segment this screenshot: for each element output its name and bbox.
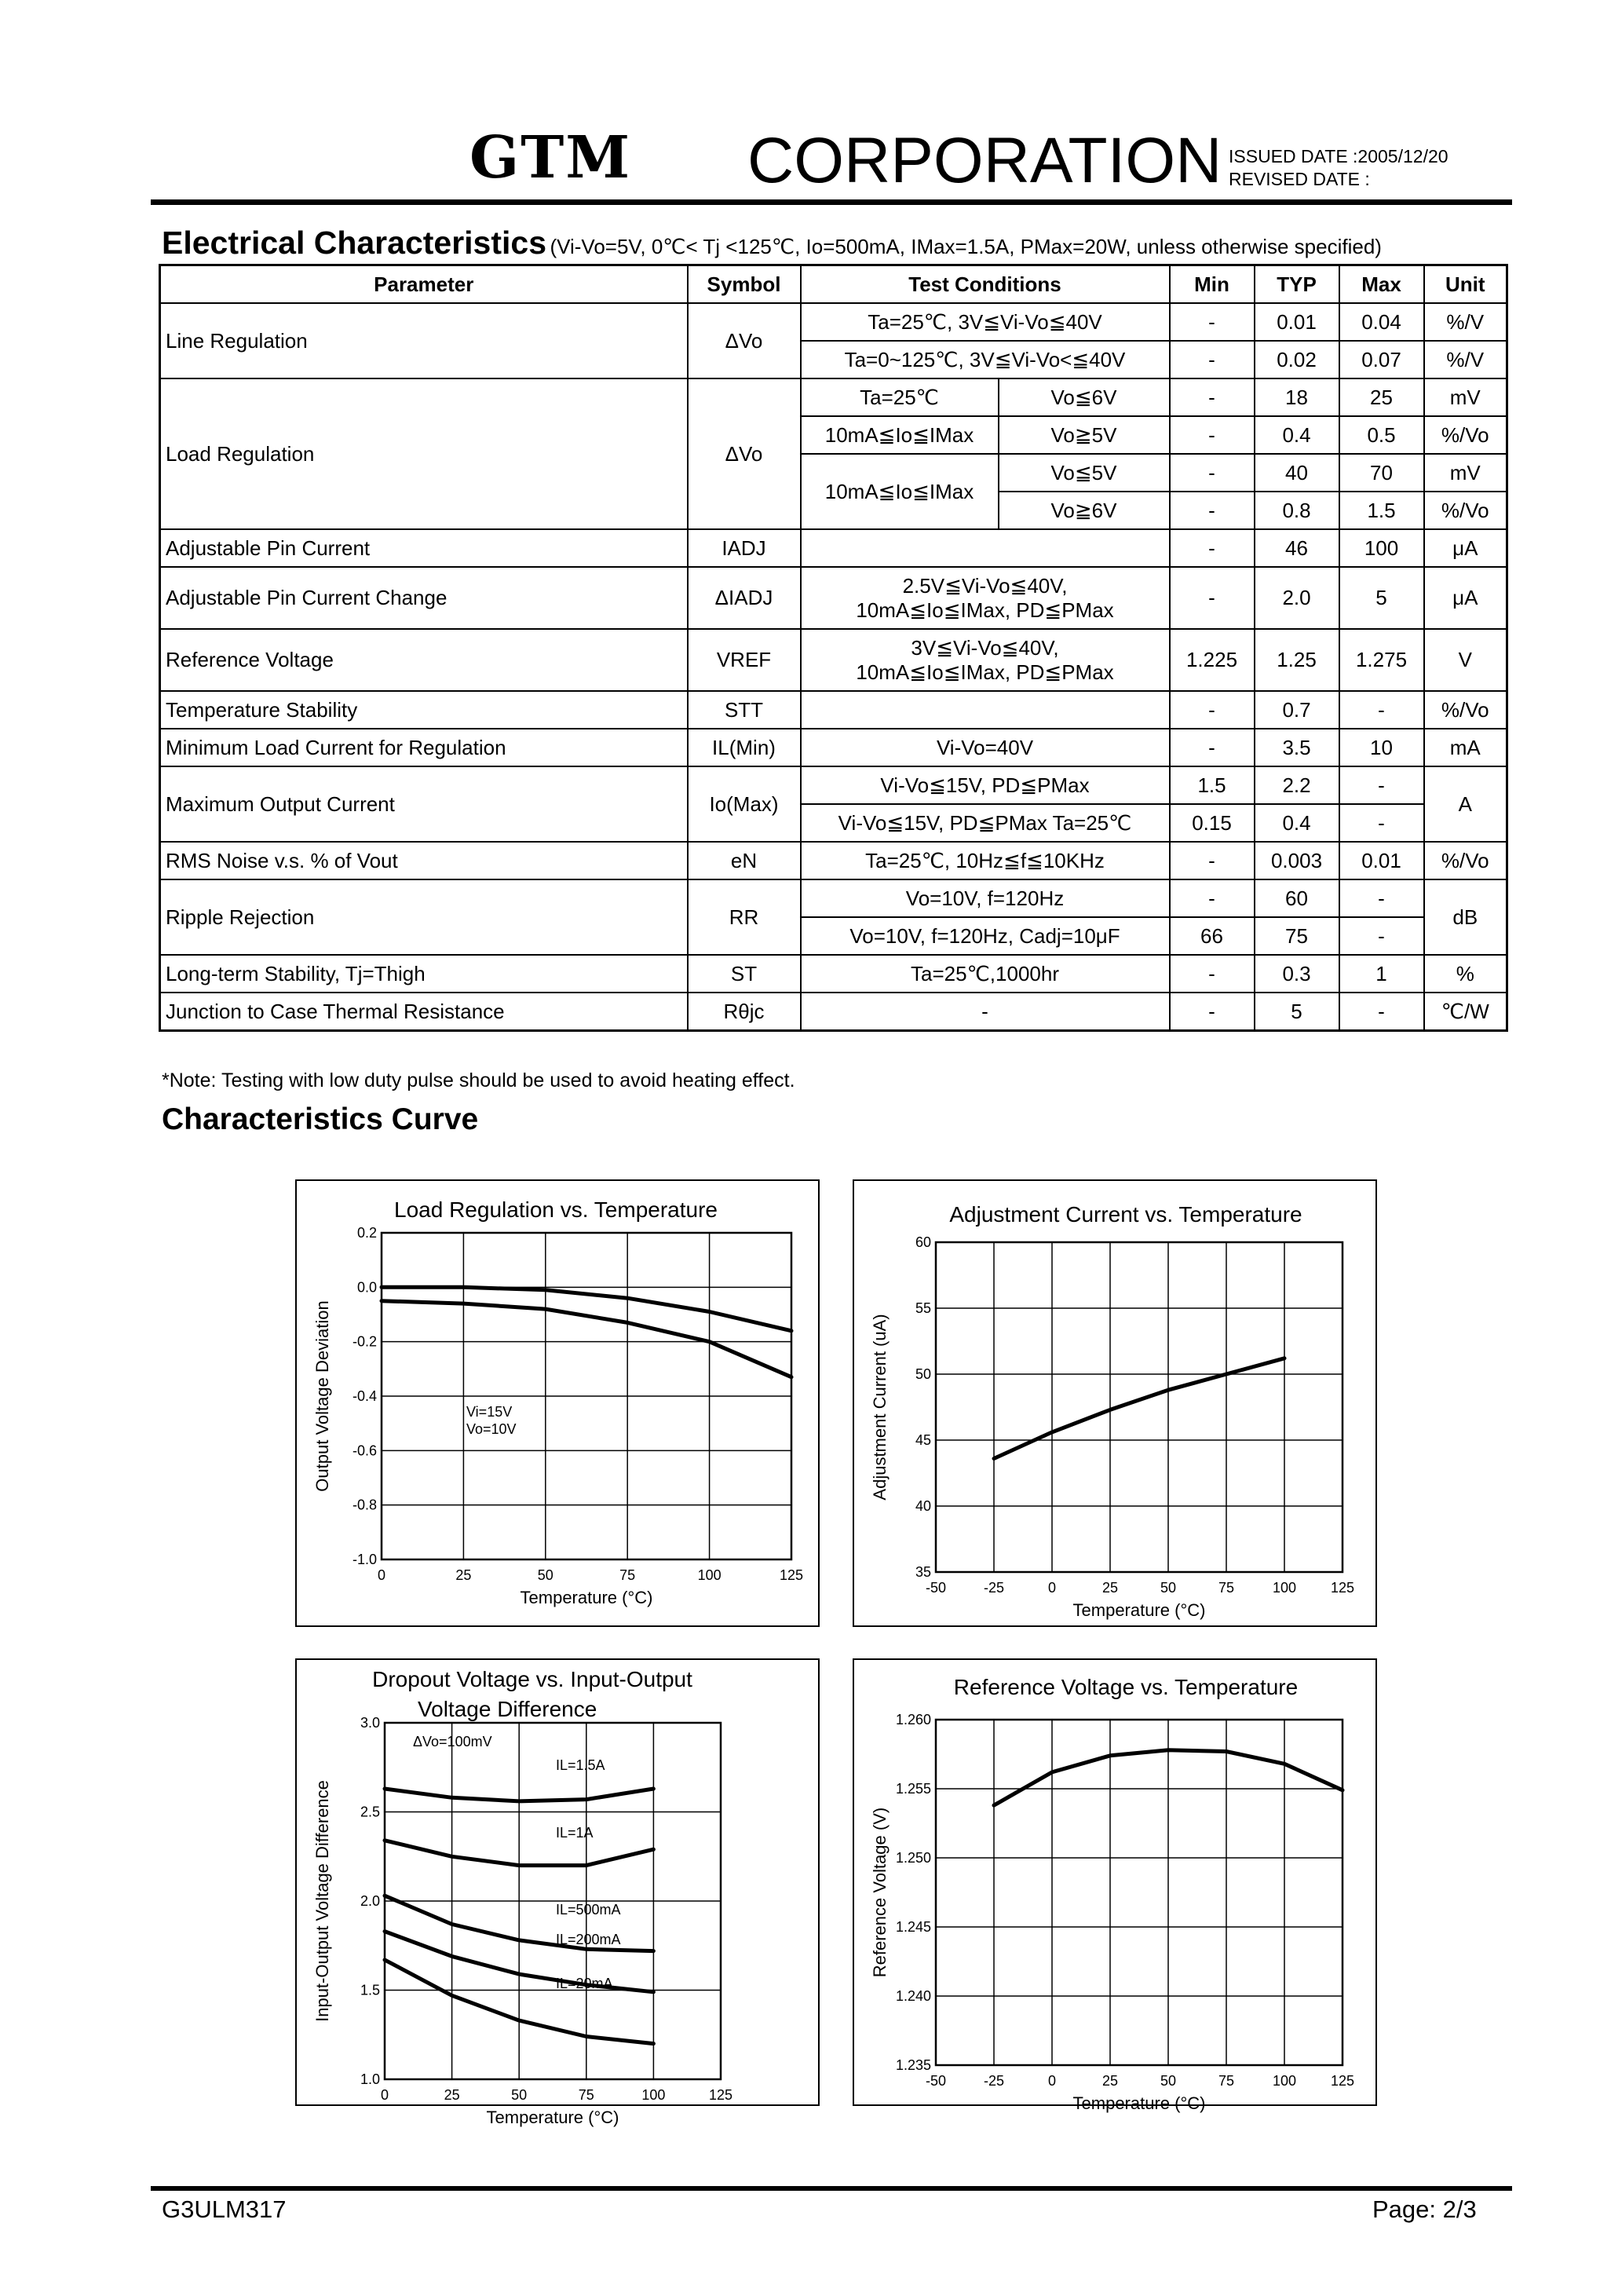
y-tick-label: 35: [915, 1564, 931, 1580]
series-line: [994, 1358, 1284, 1459]
max-cell: 100: [1339, 529, 1424, 567]
max-cell: 10: [1339, 729, 1424, 766]
unit-cell: %: [1424, 955, 1507, 993]
y-tick-label: -0.4: [352, 1388, 377, 1404]
test-note: *Note: Testing with low duty pulse should be used to avoid heating effect.: [162, 1069, 795, 1091]
unit-cell: mA: [1424, 729, 1507, 766]
symbol-cell: STT: [688, 691, 801, 729]
max-cell: 70: [1339, 454, 1424, 492]
y-tick-label: -0.6: [352, 1442, 377, 1459]
y-axis-label: Output Voltage Deviation: [312, 1300, 332, 1492]
y-tick-label: 2.5: [360, 1804, 380, 1820]
y-tick-label: 1.240: [895, 1988, 931, 2004]
header-unit: Unit: [1424, 265, 1507, 304]
cond-cell: -: [801, 993, 1170, 1031]
table-row: [160, 629, 1507, 691]
unit-cell: %/Vo: [1424, 691, 1507, 729]
max-cell: -: [1339, 993, 1424, 1031]
param-minimum-load-current: Minimum Load Current for Regulation: [160, 729, 688, 766]
header-parameter: Parameter: [160, 265, 688, 304]
chart-load-regulation: [295, 1179, 820, 1627]
electrical-conditions: (Vi-Vo=5V, 0℃< Tj <125℃, Io=500mA, IMax=1.5A, PMax=20W, unless otherwise specified): [550, 235, 1382, 258]
y-tick-label: 50: [915, 1366, 931, 1382]
max-cell: 0.04: [1339, 303, 1424, 341]
max-cell: 1.275: [1339, 629, 1424, 691]
x-tick-label: 125: [1330, 2073, 1355, 2089]
x-tick-label: 50: [537, 1567, 553, 1583]
param-line-regulation: Line Regulation: [160, 303, 688, 378]
min-cell: -: [1170, 454, 1255, 492]
x-tick-label: 75: [619, 1567, 636, 1583]
param-long-term-stability: Long-term Stability, Tj=Thigh: [160, 955, 688, 993]
typ-cell: 0.3: [1255, 955, 1339, 993]
cond-cell: Ta=25℃, 3V≦Vi-Vo≦40V: [801, 303, 1170, 341]
typ-cell: 75: [1255, 917, 1339, 955]
table-row: [160, 955, 1507, 993]
min-cell: 1.225: [1170, 629, 1255, 691]
chart-adjustment-current-svg: [854, 1181, 1375, 1625]
y-tick-label: 1.260: [895, 1712, 931, 1727]
table-row: [160, 993, 1507, 1031]
annotation-vi: Vi=15V: [466, 1404, 513, 1420]
x-tick-label: 125: [708, 2087, 733, 2103]
typ-cell: 3.5: [1255, 729, 1339, 766]
min-cell: 0.15: [1170, 804, 1255, 842]
y-tick-label: -1.0: [352, 1552, 377, 1567]
min-cell: -: [1170, 492, 1255, 529]
x-axis-label: Temperature (°C): [1072, 2093, 1206, 2113]
header-rule: [151, 199, 1512, 205]
x-tick-label: 75: [1218, 2073, 1235, 2089]
series-label: IL=1A: [556, 1825, 594, 1841]
min-cell: -: [1170, 729, 1255, 766]
cond-cell: Vi-Vo≦15V, PD≦PMax Ta=25℃: [801, 804, 1170, 842]
max-cell: 1: [1339, 955, 1424, 993]
param-rms-noise: RMS Noise v.s. % of Vout: [160, 842, 688, 879]
typ-cell: 0.01: [1255, 303, 1339, 341]
unit-cell: mV: [1424, 378, 1507, 416]
max-cell: 5: [1339, 567, 1424, 629]
vo-cond-cell: Vo≧6V: [999, 492, 1170, 529]
unit-cell: V: [1424, 629, 1507, 691]
y-axis-label: Adjustment Current (uA): [870, 1314, 890, 1501]
min-cell: 1.5: [1170, 766, 1255, 804]
y-tick-label: 1.255: [895, 1781, 931, 1797]
cond-cell: Ta=25℃: [801, 378, 999, 416]
min-cell: -: [1170, 879, 1255, 917]
table-row: [160, 378, 1507, 416]
min-cell: -: [1170, 993, 1255, 1031]
max-cell: 0.07: [1339, 341, 1424, 378]
header-max: Max: [1339, 265, 1424, 304]
series-label: IL=1.5A: [556, 1757, 605, 1773]
y-tick-label: 1.0: [360, 2071, 380, 2087]
y-tick-label: 0.2: [356, 1225, 377, 1241]
x-tick-label: 125: [779, 1567, 804, 1583]
table-row: [160, 766, 1507, 804]
cond-cell: [801, 691, 1170, 729]
y-tick-label: 55: [915, 1300, 931, 1316]
param-thermal-resistance: Junction to Case Thermal Resistance: [160, 993, 688, 1031]
x-tick-label: 100: [1272, 2073, 1297, 2089]
cond-line: 2.5V≦Vi-Vo≦40V,: [902, 573, 1068, 598]
max-cell: -: [1339, 804, 1424, 842]
param-load-regulation: Load Regulation: [160, 378, 688, 529]
typ-cell: 46: [1255, 529, 1339, 567]
symbol-cell: IL(Min): [688, 729, 801, 766]
max-cell: 1.5: [1339, 492, 1424, 529]
chart-title: Dropout Voltage vs. Input-Output: [372, 1667, 692, 1691]
typ-cell: 0.7: [1255, 691, 1339, 729]
y-tick-label: 1.250: [895, 1850, 931, 1866]
cond-line: 10mA≦Io≦IMax, PD≦PMax: [856, 660, 1114, 684]
typ-cell: 18: [1255, 378, 1339, 416]
cond-cell: Ta=25℃,1000hr: [801, 955, 1170, 993]
footer-rule: [151, 2186, 1512, 2191]
chart-dropout-voltage-svg: [297, 1660, 818, 2127]
symbol-cell: RR: [688, 879, 801, 955]
x-axis-label: Temperature (°C): [486, 2108, 619, 2127]
series-label: IL=500mA: [556, 1902, 621, 1918]
x-tick-label: -50: [925, 1580, 947, 1596]
table-row: [160, 529, 1507, 567]
y-tick-label: 40: [915, 1498, 931, 1514]
symbol-cell: eN: [688, 842, 801, 879]
symbol-cell: ΔVo: [688, 303, 801, 378]
symbol-cell: Rθjc: [688, 993, 801, 1031]
x-tick-label: 75: [1218, 1580, 1235, 1596]
x-tick-label: 100: [641, 2087, 666, 2103]
x-tick-label: 75: [578, 2087, 594, 2103]
param-temperature-stability: Temperature Stability: [160, 691, 688, 729]
typ-cell: 5: [1255, 993, 1339, 1031]
chart-reference-voltage: [853, 1658, 1377, 2113]
plot-frame: [936, 1720, 1343, 2065]
x-tick-label: 100: [1272, 1580, 1297, 1596]
chart-title: Reference Voltage vs. Temperature: [953, 1675, 1299, 1699]
x-tick-label: 100: [697, 1567, 721, 1583]
footer-page-number: Page: 2/3: [1372, 2195, 1477, 2223]
chart-dropout-voltage: [295, 1658, 820, 2127]
typ-cell: 0.4: [1255, 804, 1339, 842]
section-title-electrical: [162, 225, 1382, 261]
typ-cell: 40: [1255, 454, 1339, 492]
plot-frame: [936, 1242, 1343, 1572]
param-adjustable-pin-current-change: Adjustable Pin Current Change: [160, 567, 688, 629]
x-tick-label: -25: [983, 2073, 1005, 2089]
footer-part-number: G3ULM317: [162, 2195, 287, 2223]
max-cell: -: [1339, 691, 1424, 729]
chart-title: Adjustment Current vs. Temperature: [949, 1202, 1302, 1227]
min-cell: -: [1170, 567, 1255, 629]
chart-load-regulation-svg: [297, 1181, 818, 1625]
param-maximum-output-current: Maximum Output Current: [160, 766, 688, 842]
y-axis-label: Reference Voltage (V): [870, 1807, 890, 1978]
cond-cell: Vo=10V, f=120Hz: [801, 879, 1170, 917]
table-row: [160, 303, 1507, 341]
x-tick-label: 25: [1101, 1580, 1119, 1596]
max-cell: -: [1339, 766, 1424, 804]
x-tick-label: 50: [511, 2087, 528, 2103]
x-tick-label: 50: [1160, 1580, 1177, 1596]
min-cell: -: [1170, 416, 1255, 454]
typ-cell: 0.003: [1255, 842, 1339, 879]
max-cell: -: [1339, 917, 1424, 955]
chart-reference-voltage-svg: [854, 1660, 1375, 2113]
x-tick-label: 0: [1047, 1580, 1057, 1596]
chart-title: Load Regulation vs. Temperature: [394, 1197, 718, 1222]
symbol-cell: ΔVo: [688, 378, 801, 529]
x-tick-label: 0: [380, 2087, 389, 2103]
x-tick-label: 25: [455, 1567, 472, 1583]
table-row: [160, 879, 1507, 917]
header-min: Min: [1170, 265, 1255, 304]
x-tick-label: 0: [377, 1567, 386, 1583]
vo-cond-cell: Vo≦5V: [999, 454, 1170, 492]
y-tick-label: 1.235: [895, 2057, 931, 2073]
series-label: IL=200mA: [556, 1932, 621, 1947]
min-cell: -: [1170, 529, 1255, 567]
electrical-title: Electrical Characteristics: [162, 225, 546, 261]
unit-cell: μA: [1424, 529, 1507, 567]
table-row: [160, 729, 1507, 766]
vo-cond-cell: Vo≦6V: [999, 378, 1170, 416]
typ-cell: 1.25: [1255, 629, 1339, 691]
x-tick-label: 50: [1160, 2073, 1177, 2089]
chart-title-line2: Voltage Difference: [418, 1697, 597, 1721]
unit-cell: %/Vo: [1424, 842, 1507, 879]
vo-cond-cell: Vo≧5V: [999, 416, 1170, 454]
table-row: [160, 691, 1507, 729]
max-cell: 0.5: [1339, 416, 1424, 454]
unit-cell: mV: [1424, 454, 1507, 492]
max-cell: 25: [1339, 378, 1424, 416]
table-row: [160, 567, 1507, 629]
unit-cell: %/V: [1424, 341, 1507, 378]
typ-cell: 2.0: [1255, 567, 1339, 629]
symbol-cell: ΔIADJ: [688, 567, 801, 629]
min-cell: -: [1170, 691, 1255, 729]
series-label: IL=20mA: [556, 1976, 613, 1991]
cond-cell: Ta=25℃, 10Hz≦f≦10KHz: [801, 842, 1170, 879]
min-cell: -: [1170, 303, 1255, 341]
typ-cell: 0.02: [1255, 341, 1339, 378]
typ-cell: 60: [1255, 879, 1339, 917]
issued-date: ISSUED DATE :2005/12/20: [1229, 146, 1448, 166]
y-tick-label: 60: [915, 1234, 931, 1250]
unit-cell: %/V: [1424, 303, 1507, 341]
cond-cell: Ta=0~125℃, 3V≦Vi-Vo<≦40V: [801, 341, 1170, 378]
min-cell: -: [1170, 955, 1255, 993]
cond-line: 10mA≦Io≦IMax, PD≦PMax: [856, 598, 1114, 622]
typ-cell: 0.8: [1255, 492, 1339, 529]
max-cell: -: [1339, 879, 1424, 917]
param-adjustable-pin-current: Adjustable Pin Current: [160, 529, 688, 567]
x-tick-label: -50: [925, 2073, 947, 2089]
y-tick-label: 3.0: [360, 1715, 380, 1731]
electrical-characteristics-table: [159, 264, 1508, 1032]
header-symbol: Symbol: [688, 265, 801, 304]
min-cell: -: [1170, 341, 1255, 378]
cond-cell: Vi-Vo=40V: [801, 729, 1170, 766]
cond-cell: 10mA≦Io≦IMax: [801, 416, 999, 454]
max-cell: 0.01: [1339, 842, 1424, 879]
cond-cell: [801, 529, 1170, 567]
unit-cell: ℃/W: [1424, 993, 1507, 1031]
chart-adjustment-current: [853, 1179, 1377, 1627]
cond-cell: 10mA≦Io≦IMax: [801, 454, 999, 529]
cond-cell: [801, 567, 1170, 629]
symbol-cell: VREF: [688, 629, 801, 691]
table-header-row: [160, 265, 1507, 304]
typ-cell: 0.4: [1255, 416, 1339, 454]
series-line: [382, 1287, 791, 1331]
min-cell: 66: [1170, 917, 1255, 955]
param-reference-voltage: Reference Voltage: [160, 629, 688, 691]
x-tick-label: 125: [1330, 1580, 1355, 1596]
unit-cell: %/Vo: [1424, 492, 1507, 529]
unit-cell: μA: [1424, 567, 1507, 629]
symbol-cell: Io(Max): [688, 766, 801, 842]
x-axis-label: Temperature (°C): [520, 1588, 653, 1607]
x-tick-label: 25: [444, 2087, 460, 2103]
cond-cell: Vo=10V, f=120Hz, Cadj=10μF: [801, 917, 1170, 955]
y-tick-label: 2.0: [360, 1893, 380, 1909]
y-axis-label: Input-Output Voltage Difference: [312, 1780, 332, 2022]
series-line: [382, 1301, 791, 1377]
annotation-delta-vo: ΔVo=100mV: [413, 1734, 492, 1749]
revised-date: REVISED DATE :: [1229, 169, 1370, 189]
cond-cell: [801, 629, 1170, 691]
unit-cell: dB: [1424, 879, 1507, 955]
y-tick-label: 45: [915, 1432, 931, 1448]
symbol-cell: IADJ: [688, 529, 801, 567]
typ-cell: 2.2: [1255, 766, 1339, 804]
min-cell: -: [1170, 842, 1255, 879]
cond-cell: Vi-Vo≦15V, PD≦PMax: [801, 766, 1170, 804]
header-test-conditions: Test Conditions: [801, 265, 1170, 304]
y-tick-label: 1.5: [360, 1982, 380, 1998]
param-ripple-rejection: Ripple Rejection: [160, 879, 688, 955]
header-typ: TYP: [1255, 265, 1339, 304]
min-cell: -: [1170, 378, 1255, 416]
company-name: CORPORATION: [747, 125, 1222, 196]
y-tick-label: 0.0: [356, 1279, 377, 1296]
annotation-vo: Vo=10V: [466, 1421, 517, 1437]
table-row: [160, 842, 1507, 879]
x-tick-label: 25: [1101, 2073, 1119, 2089]
unit-cell: %/Vo: [1424, 416, 1507, 454]
y-tick-label: -0.8: [352, 1497, 377, 1513]
section-title-curves: Characteristics Curve: [162, 1102, 479, 1136]
unit-cell: A: [1424, 766, 1507, 842]
cond-line: 3V≦Vi-Vo≦40V,: [911, 635, 1059, 660]
x-tick-label: 0: [1047, 2073, 1057, 2089]
y-tick-label: 1.245: [895, 1919, 931, 1935]
x-tick-label: -25: [983, 1580, 1005, 1596]
x-axis-label: Temperature (°C): [1072, 1600, 1206, 1620]
company-logo: GTM: [469, 124, 632, 192]
y-tick-label: -0.2: [352, 1333, 377, 1350]
symbol-cell: ST: [688, 955, 801, 993]
